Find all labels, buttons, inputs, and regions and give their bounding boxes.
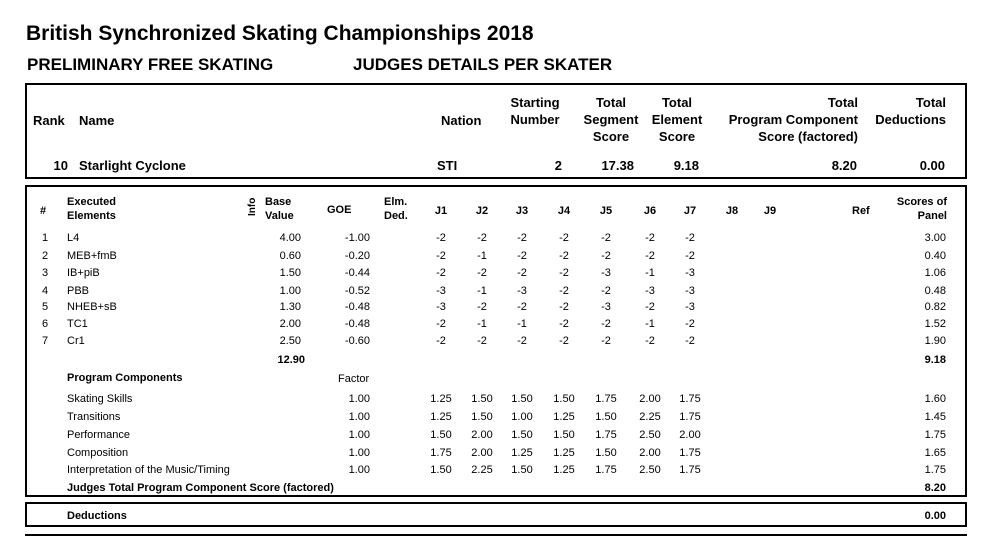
component-judge-score: 1.75 [679,411,701,423]
tes-header-line2: Element [651,112,703,127]
component-judge-score: 2.25 [471,464,493,476]
factor-heading: Factor [338,373,370,385]
bottom-rule [25,534,967,536]
component-name: Interpretation of the Music/Timing [67,464,230,476]
elm-ded-header [384,195,408,223]
element-judge-score: -3 [601,301,611,313]
judge-header-j5: J5 [599,205,613,217]
component-panel-score: 1.65 [924,447,946,459]
starting-number-header [503,94,567,128]
deductions-value: 0.00 [924,510,946,522]
segment-title: PRELIMINARY FREE SKATING [27,55,274,74]
judge-header-j2: J2 [475,205,489,217]
component-judge-score: 2.00 [639,447,661,459]
element-goe: -1.00 [344,232,370,244]
element-judge-score: -2 [601,232,611,244]
element-number: 1 [42,232,49,244]
report-title: JUDGES DETAILS PER SKATER [353,55,613,74]
executed-header-line1: Executed [67,196,116,208]
pcs-header [710,94,858,145]
info-header: Info [247,197,258,216]
skater-nation: STI [437,158,458,173]
element-panel-score: 0.40 [924,250,946,262]
element-goe: -0.44 [344,267,370,279]
base-value-header [265,195,294,223]
program-components-heading: Program Components [67,372,183,384]
element-number: 5 [42,301,49,313]
tss-header-line2: Segment [583,112,639,127]
element-judge-score: -2 [517,250,527,262]
base-header-line2: Value [265,210,294,222]
component-judge-score: 1.75 [595,393,617,405]
judge-header-j4: J4 [557,205,571,217]
tss-header [573,94,649,145]
component-row [0,463,994,477]
pcs-header-line2: Program Component [728,112,858,127]
rank-header: Rank [33,113,65,128]
element-judge-score: -2 [436,232,446,244]
element-judge-score: -1 [477,318,487,330]
component-judge-score: 2.50 [639,429,661,441]
element-judge-score: -2 [559,232,569,244]
element-judge-score: -2 [559,301,569,313]
element-judge-score: -2 [477,301,487,313]
judge-header-j6: J6 [643,205,657,217]
goe-header: GOE [327,204,352,216]
element-judge-score: -2 [559,250,569,262]
element-number: 2 [42,250,49,262]
element-name: TC1 [67,318,88,330]
scores-of-panel-header [880,195,947,223]
component-judge-score: 2.50 [639,464,661,476]
element-judge-score: -3 [436,285,446,297]
element-judge-score: -2 [601,250,611,262]
element-panel-score: 1.06 [924,267,946,279]
element-score-total: 9.18 [924,354,946,366]
component-judge-score: 1.25 [430,393,452,405]
element-row [0,231,994,245]
element-judge-score: -2 [517,232,527,244]
component-row [0,392,994,406]
element-panel-score: 1.52 [924,318,946,330]
component-name: Composition [67,447,129,459]
component-judge-score: 2.25 [639,411,661,423]
component-factor: 1.00 [348,447,370,459]
element-judge-score: -2 [601,318,611,330]
element-goe: -0.48 [344,318,370,330]
starting-header-line1: Starting [510,95,560,110]
element-panel-score: 0.48 [924,285,946,297]
element-judge-score: -2 [436,318,446,330]
executed-elements-header [67,195,116,223]
base-header-line1: Base [265,196,292,208]
element-judge-score: -1 [477,285,487,297]
element-judge-score: -2 [559,335,569,347]
element-number: 6 [42,318,49,330]
ded-header-line1: Total [915,95,946,110]
skater-name: Starlight Cyclone [79,158,186,173]
element-name: MEB+fmB [67,250,117,262]
skater-starting-number: 2 [554,158,562,173]
component-judge-score: 1.50 [511,464,533,476]
element-panel-score: 1.90 [924,335,946,347]
skater-rank: 10 [53,158,68,173]
element-name: NHEB+sB [67,301,117,313]
component-judge-score: 2.00 [471,429,493,441]
element-base-value: 0.60 [279,250,301,262]
component-factor: 1.00 [348,411,370,423]
num-header: # [40,205,47,217]
element-judge-score: -2 [477,267,487,279]
element-base-value: 4.00 [279,232,301,244]
skater-pcs: 8.20 [831,158,857,173]
elm-header-line2: Ded. [384,210,408,222]
element-judge-score: -3 [517,285,527,297]
component-panel-score: 1.60 [924,393,946,405]
element-judge-score: -2 [685,335,695,347]
pcs-total-value: 8.20 [924,482,946,494]
element-judge-score: -2 [477,335,487,347]
component-judge-score: 1.75 [595,464,617,476]
component-panel-score: 1.75 [924,429,946,441]
element-name: PBB [67,285,90,297]
panel-header-line2: Panel [917,210,947,222]
element-row [0,284,994,298]
component-judge-score: 1.75 [679,393,701,405]
judge-header-j3: J3 [515,205,529,217]
component-factor: 1.00 [348,464,370,476]
component-judge-score: 1.75 [679,447,701,459]
component-judge-score: 2.00 [679,429,701,441]
element-number: 4 [42,285,49,297]
element-judge-score: -2 [517,301,527,313]
element-base-value: 2.00 [279,318,301,330]
starting-header-line2: Number [510,112,560,127]
component-panel-score: 1.45 [924,411,946,423]
element-judge-score: -2 [517,267,527,279]
component-panel-score: 1.75 [924,464,946,476]
element-judge-score: -2 [436,335,446,347]
element-judge-score: -3 [685,285,695,297]
element-judge-score: -2 [477,232,487,244]
tes-header [641,94,713,145]
element-judge-score: -2 [645,301,655,313]
component-judge-score: 1.75 [595,429,617,441]
element-judge-score: -2 [559,267,569,279]
element-judge-score: -3 [685,301,695,313]
element-judge-score: -2 [601,335,611,347]
component-name: Transitions [67,411,121,423]
element-judge-score: -2 [517,335,527,347]
element-judge-score: -3 [601,267,611,279]
name-header: Name [79,113,115,128]
element-name: IB+piB [67,267,100,279]
element-judge-score: -2 [685,232,695,244]
element-row [0,334,994,348]
pcs-header-line3: Score (factored) [758,129,858,144]
component-factor: 1.00 [348,393,370,405]
judge-header-j1: J1 [434,205,448,217]
judge-header-j7: J7 [683,205,697,217]
element-judge-score: -2 [645,335,655,347]
ref-header: Ref [852,205,870,217]
deductions-box [25,502,967,527]
nation-header: Nation [441,113,482,128]
deductions-header [860,94,946,128]
skater-deductions: 0.00 [919,158,945,173]
element-judge-score: -1 [645,318,655,330]
element-judge-score: -2 [436,250,446,262]
component-judge-score: 2.00 [471,447,493,459]
element-goe: -0.52 [344,285,370,297]
element-row [0,266,994,280]
element-base-value: 2.50 [279,335,301,347]
component-judge-score: 1.25 [553,411,575,423]
tes-header-line1: Total [661,95,693,110]
element-judge-score: -2 [436,267,446,279]
element-row [0,317,994,331]
element-name: Cr1 [67,335,85,347]
element-judge-score: -2 [685,318,695,330]
element-row [0,300,994,314]
element-number: 3 [42,267,49,279]
component-judge-score: 1.75 [679,464,701,476]
deductions-label: Deductions [67,510,127,522]
component-factor: 1.00 [348,429,370,441]
element-goe: -0.60 [344,335,370,347]
component-judge-score: 1.50 [430,464,452,476]
element-base-value: 1.50 [279,267,301,279]
element-judge-score: -3 [645,285,655,297]
element-panel-score: 3.00 [924,232,946,244]
component-judge-score: 1.25 [511,447,533,459]
element-judge-score: -2 [685,250,695,262]
pcs-total-label: Judges Total Program Component Score (factored) [67,482,334,494]
component-judge-score: 1.50 [471,393,493,405]
element-judge-score: -3 [436,301,446,313]
elm-header-line1: Elm. [384,196,408,208]
element-judge-score: -1 [477,250,487,262]
element-judge-score: -2 [645,250,655,262]
component-judge-score: 1.25 [553,464,575,476]
component-judge-score: 1.75 [430,447,452,459]
component-row [0,410,994,424]
tss-header-line3: Score [592,129,630,144]
executed-header-line2: Elements [67,210,116,222]
element-judge-score: -1 [517,318,527,330]
component-name: Performance [67,429,130,441]
element-judge-score: -3 [685,267,695,279]
tss-header-line1: Total [595,95,627,110]
component-judge-score: 2.00 [639,393,661,405]
element-judge-score: -1 [645,267,655,279]
component-name: Skating Skills [67,393,133,405]
element-judge-score: -2 [559,285,569,297]
component-judge-score: 1.25 [430,411,452,423]
panel-header-line1: Scores of [896,196,947,208]
element-goe: -0.48 [344,301,370,313]
element-panel-score: 0.82 [924,301,946,313]
element-row [0,249,994,263]
element-judge-score: -2 [559,318,569,330]
element-name: L4 [67,232,80,244]
component-judge-score: 1.50 [595,447,617,459]
skater-tes: 9.18 [673,158,699,173]
tes-header-line3: Score [658,129,696,144]
ded-header-line2: Deductions [875,112,946,127]
element-base-value: 1.30 [279,301,301,313]
element-goe: -0.20 [344,250,370,262]
component-row [0,428,994,442]
component-judge-score: 1.25 [553,447,575,459]
component-judge-score: 1.50 [553,393,575,405]
component-row [0,446,994,460]
element-base-value: 1.00 [279,285,301,297]
component-judge-score: 1.50 [511,393,533,405]
component-judge-score: 1.50 [553,429,575,441]
page-title: British Synchronized Skating Championships 2018 [26,22,534,45]
judge-header-j9: J9 [763,205,777,217]
element-judge-score: -2 [601,285,611,297]
skater-tss: 17.38 [601,158,634,173]
pcs-header-line1: Total [827,95,858,110]
component-judge-score: 1.50 [511,429,533,441]
base-value-total: 12.90 [277,354,305,366]
component-judge-score: 1.50 [471,411,493,423]
element-number: 7 [42,335,49,347]
component-judge-score: 1.50 [595,411,617,423]
element-judge-score: -2 [645,232,655,244]
component-judge-score: 1.00 [511,411,533,423]
judge-header-j8: J8 [725,205,739,217]
component-judge-score: 1.50 [430,429,452,441]
